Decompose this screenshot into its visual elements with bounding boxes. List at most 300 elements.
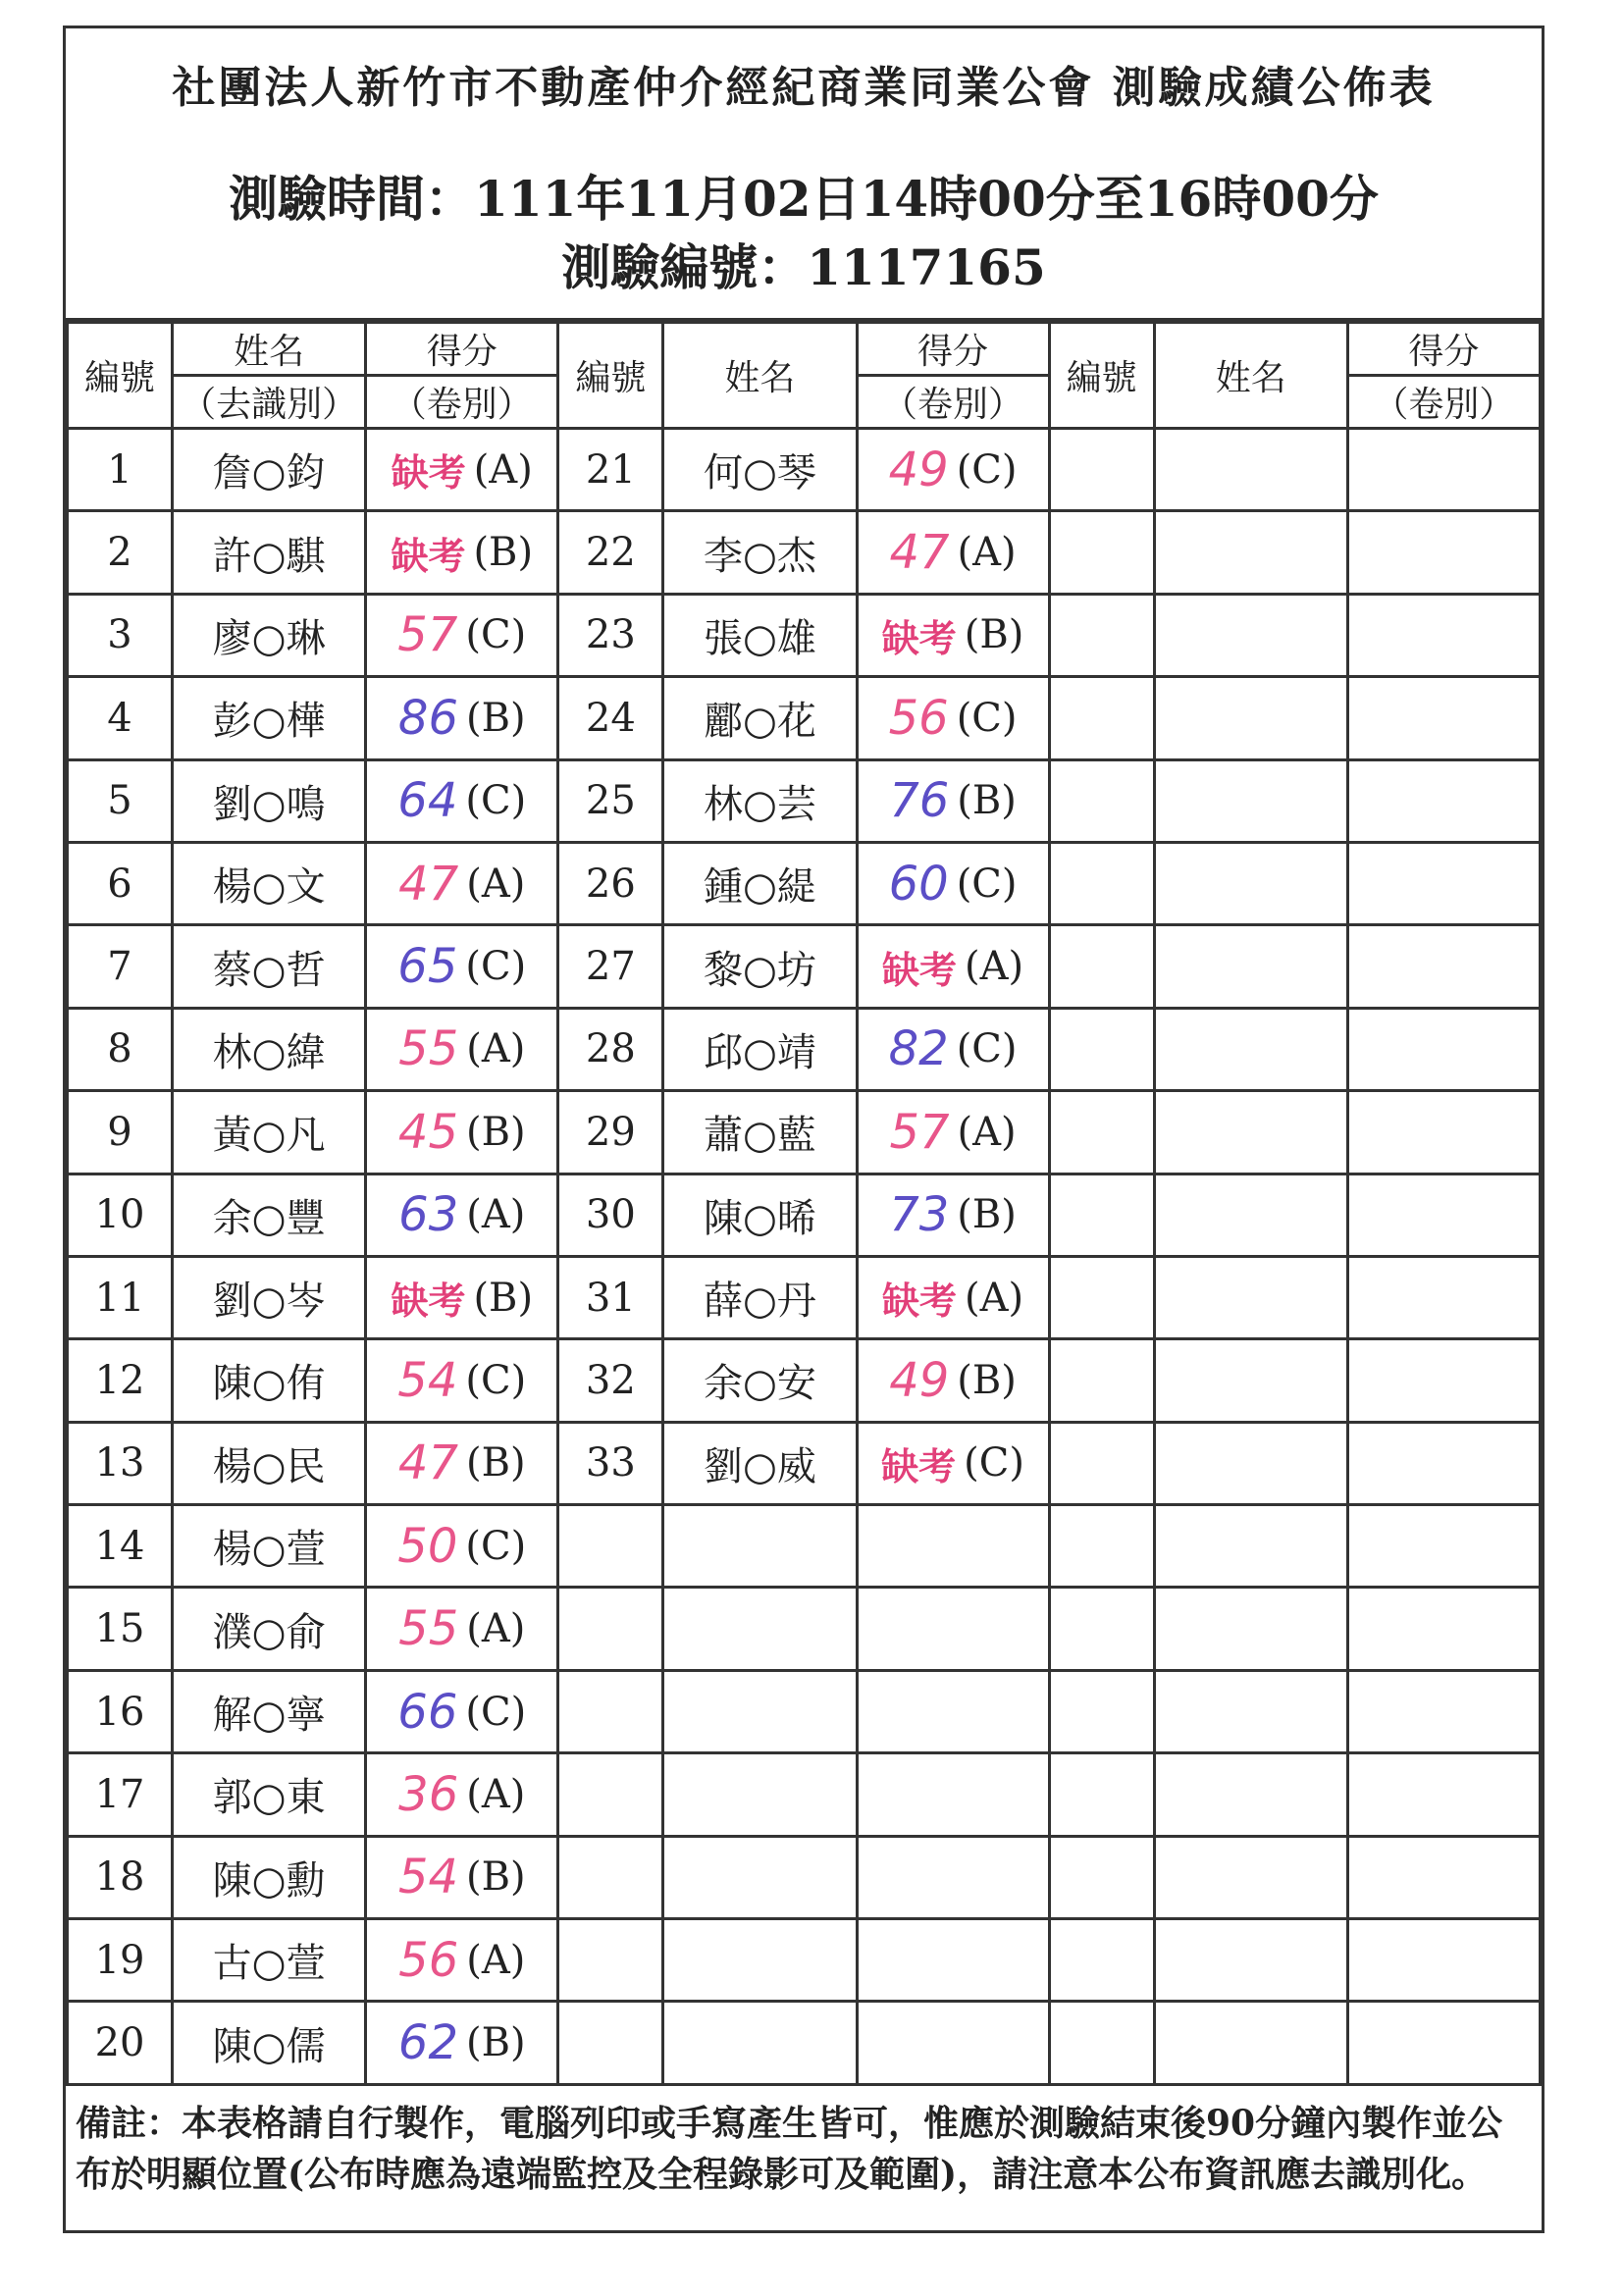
empty-cell xyxy=(1049,1422,1154,1504)
empty-cell xyxy=(1154,1753,1347,1836)
table-row xyxy=(68,1505,1541,1588)
table-row xyxy=(68,925,1541,1008)
score-value: 76 xyxy=(889,773,950,829)
empty-cell xyxy=(1154,677,1347,759)
score-value: 49 xyxy=(888,442,949,497)
col-header-score-sub: （卷別） xyxy=(366,376,558,429)
score-volume: (B) xyxy=(465,1440,526,1487)
score-volume: (A) xyxy=(466,1937,526,1983)
empty-cell xyxy=(1347,1505,1540,1588)
col-header-no: 編號 xyxy=(68,323,173,429)
empty-cell xyxy=(1347,511,1540,594)
score-volume: (B) xyxy=(964,612,1024,658)
empty-cell xyxy=(1347,1256,1540,1338)
empty-cell xyxy=(663,1505,857,1588)
empty-cell xyxy=(1154,842,1347,924)
cell-score xyxy=(366,1753,558,1836)
cell-name: 楊○民 xyxy=(173,1422,366,1504)
cell-score xyxy=(366,1919,558,2002)
cell-name: 何○琴 xyxy=(663,429,857,511)
table-row xyxy=(68,1588,1541,1670)
cell-name: 許○騏 xyxy=(173,511,366,594)
score-wrap xyxy=(859,1436,1048,1490)
cell-score xyxy=(857,677,1049,759)
empty-cell xyxy=(1347,429,1540,511)
empty-cell xyxy=(1347,1091,1540,1174)
score-value: 50 xyxy=(397,1518,458,1574)
score-volume: (B) xyxy=(465,695,526,741)
score-value: 36 xyxy=(398,1766,459,1822)
empty-cell xyxy=(1347,925,1540,1008)
cell-no: 12 xyxy=(68,1339,173,1422)
score-wrap xyxy=(859,857,1048,912)
score-wrap xyxy=(367,773,556,828)
score-wrap xyxy=(367,1105,556,1160)
score-value: 65 xyxy=(397,939,458,995)
empty-cell xyxy=(663,1588,857,1670)
score-value: 缺考 xyxy=(881,1444,957,1488)
empty-cell xyxy=(1347,842,1540,924)
cell-no: 3 xyxy=(68,594,173,676)
cell-name: 鍾○緹 xyxy=(663,842,857,924)
cell-score xyxy=(857,511,1049,594)
cell-score xyxy=(366,2002,558,2084)
score-volume: (B) xyxy=(465,1109,526,1155)
table-row xyxy=(68,1174,1541,1256)
empty-cell xyxy=(558,1670,663,1752)
score-value: 缺考 xyxy=(391,451,466,496)
score-volume: (C) xyxy=(964,1440,1024,1487)
cell-no: 26 xyxy=(558,842,663,924)
score-volume: (A) xyxy=(466,1771,526,1817)
cell-name: 林○芸 xyxy=(663,759,857,842)
score-volume: (A) xyxy=(466,1192,526,1238)
empty-cell xyxy=(663,1753,857,1836)
empty-cell xyxy=(1049,677,1154,759)
cell-score xyxy=(857,429,1049,511)
cell-score xyxy=(857,1091,1049,1174)
table-row xyxy=(68,594,1541,676)
cell-no: 24 xyxy=(558,677,663,759)
cell-score xyxy=(857,1339,1049,1422)
empty-cell xyxy=(1347,759,1540,842)
score-wrap xyxy=(367,1850,556,1905)
cell-score xyxy=(857,1256,1049,1338)
cell-score xyxy=(857,594,1049,676)
cell-name: 蕭○藍 xyxy=(663,1091,857,1174)
cell-name: 陳○勳 xyxy=(173,1836,366,1918)
table-row xyxy=(68,1091,1541,1174)
cell-no: 10 xyxy=(68,1174,173,1256)
empty-cell xyxy=(558,2002,663,2084)
empty-cell xyxy=(1049,594,1154,676)
cell-name: 古○萱 xyxy=(173,1919,366,2002)
col-header-name-sub: （去識別） xyxy=(173,376,366,429)
cell-no: 2 xyxy=(68,511,173,594)
score-volume: (C) xyxy=(956,695,1018,741)
empty-cell xyxy=(1049,1256,1154,1338)
cell-name: 劉○威 xyxy=(663,1422,857,1504)
cell-name: 黃○凡 xyxy=(173,1091,366,1174)
score-sheet xyxy=(63,26,1544,2233)
cell-name: 陳○侑 xyxy=(173,1339,366,1422)
cell-name: 詹○鈞 xyxy=(173,429,366,511)
empty-cell xyxy=(663,1836,857,1918)
empty-cell xyxy=(558,1919,663,2002)
cell-name: 濮○俞 xyxy=(173,1588,366,1670)
cell-name: 陳○晞 xyxy=(663,1174,857,1256)
cell-no: 22 xyxy=(558,511,663,594)
score-wrap xyxy=(859,1271,1048,1325)
cell-name: 薛○丹 xyxy=(663,1256,857,1338)
empty-cell xyxy=(1347,594,1540,676)
score-value: 73 xyxy=(889,1187,950,1243)
empty-cell xyxy=(1347,1422,1540,1504)
score-volume: (C) xyxy=(956,446,1018,493)
cell-no: 28 xyxy=(558,1008,663,1090)
score-value: 缺考 xyxy=(391,534,466,578)
score-value: 57 xyxy=(397,607,458,663)
cell-name: 張○雄 xyxy=(663,594,857,676)
cell-no: 11 xyxy=(68,1256,173,1338)
score-value: 66 xyxy=(397,1684,458,1740)
score-wrap xyxy=(367,607,556,662)
cell-no: 33 xyxy=(558,1422,663,1504)
table-row xyxy=(68,2002,1541,2084)
col-header-score-sub: （卷別） xyxy=(857,376,1049,429)
score-value: 60 xyxy=(888,856,949,912)
cell-score xyxy=(857,759,1049,842)
cell-no: 8 xyxy=(68,1008,173,1090)
col-header-name: 姓名 xyxy=(663,323,857,429)
score-volume: (A) xyxy=(466,861,526,907)
score-wrap xyxy=(367,691,556,746)
empty-cell xyxy=(1154,759,1347,842)
score-value: 缺考 xyxy=(882,1279,958,1324)
score-wrap xyxy=(859,940,1048,994)
score-value: 57 xyxy=(889,1104,950,1160)
cell-no: 17 xyxy=(68,1753,173,1836)
empty-cell xyxy=(1049,842,1154,924)
cell-name: 酈○花 xyxy=(663,677,857,759)
cell-no: 6 xyxy=(68,842,173,924)
empty-cell xyxy=(1049,1753,1154,1836)
col-header-score-sub: （卷別） xyxy=(1347,376,1540,429)
empty-cell xyxy=(857,1670,1049,1752)
score-value: 64 xyxy=(397,773,458,829)
cell-name: 劉○岑 xyxy=(173,1256,366,1338)
score-wrap xyxy=(859,1353,1048,1408)
score-volume: (A) xyxy=(957,530,1017,576)
sheet-title: 社團法人新竹市不動產仲介經紀商業同業公會 測驗成績公佈表 xyxy=(172,63,1436,113)
col-header-no: 編號 xyxy=(558,323,663,429)
cell-name: 廖○琳 xyxy=(173,594,366,676)
score-wrap xyxy=(859,1105,1048,1160)
cell-score xyxy=(366,429,558,511)
score-volume: (C) xyxy=(465,612,527,658)
empty-cell xyxy=(1049,1174,1154,1256)
table-row xyxy=(68,759,1541,842)
score-volume: (C) xyxy=(465,1523,527,1569)
score-wrap xyxy=(859,1187,1048,1242)
empty-cell xyxy=(857,2002,1049,2084)
cell-name: 郭○東 xyxy=(173,1753,366,1836)
score-volume: (A) xyxy=(965,944,1024,990)
cell-name: 楊○文 xyxy=(173,842,366,924)
cell-no: 23 xyxy=(558,594,663,676)
cell-score xyxy=(857,925,1049,1008)
empty-cell xyxy=(1347,1919,1540,2002)
empty-cell xyxy=(663,1670,857,1752)
cell-name: 余○安 xyxy=(663,1339,857,1422)
cell-score xyxy=(366,1505,558,1588)
empty-cell xyxy=(1154,1174,1347,1256)
cell-score xyxy=(366,677,558,759)
score-volume: (C) xyxy=(956,1026,1018,1072)
cell-score xyxy=(366,1339,558,1422)
score-volume: (A) xyxy=(957,1109,1017,1155)
empty-cell xyxy=(1154,429,1347,511)
score-wrap xyxy=(367,1271,556,1325)
empty-cell xyxy=(1347,1670,1540,1752)
score-volume: (B) xyxy=(473,530,534,576)
exam-time: 測驗時間：111年11月02日14時00分至16時00分 xyxy=(229,170,1379,228)
empty-cell xyxy=(1049,511,1154,594)
cell-no: 29 xyxy=(558,1091,663,1174)
score-value: 54 xyxy=(397,1352,458,1408)
empty-cell xyxy=(1154,2002,1347,2084)
cell-score xyxy=(366,1008,558,1090)
table-row xyxy=(68,1339,1541,1422)
empty-cell xyxy=(857,1505,1049,1588)
score-wrap xyxy=(859,525,1048,580)
score-value: 缺考 xyxy=(391,1279,466,1324)
score-wrap xyxy=(859,443,1048,497)
empty-cell xyxy=(1049,1091,1154,1174)
empty-cell xyxy=(1154,1919,1347,2002)
score-wrap xyxy=(367,1767,556,1822)
score-wrap xyxy=(367,1933,556,1988)
score-volume: (C) xyxy=(465,1689,527,1735)
score-volume: (B) xyxy=(957,778,1017,824)
table-row xyxy=(68,1836,1541,1918)
score-volume: (A) xyxy=(473,446,533,493)
cell-no: 9 xyxy=(68,1091,173,1174)
empty-cell xyxy=(558,1836,663,1918)
score-wrap xyxy=(367,1187,556,1242)
empty-cell xyxy=(1049,1505,1154,1588)
cell-no: 14 xyxy=(68,1505,173,1588)
score-wrap xyxy=(859,1021,1048,1076)
score-wrap xyxy=(367,1353,556,1408)
cell-no: 4 xyxy=(68,677,173,759)
table-row xyxy=(68,1422,1541,1504)
table-row xyxy=(68,1919,1541,2002)
empty-cell xyxy=(1347,1339,1540,1422)
empty-cell xyxy=(857,1588,1049,1670)
score-volume: (A) xyxy=(965,1275,1024,1321)
empty-cell xyxy=(1154,1670,1347,1752)
empty-cell xyxy=(1049,1919,1154,2002)
empty-cell xyxy=(1049,1008,1154,1090)
cell-no: 21 xyxy=(558,429,663,511)
empty-cell xyxy=(1154,1339,1347,1422)
header-row-1 xyxy=(68,323,1541,376)
score-volume: (B) xyxy=(957,1192,1017,1238)
cell-score xyxy=(366,1588,558,1670)
cell-no: 19 xyxy=(68,1919,173,2002)
empty-cell xyxy=(1347,1174,1540,1256)
table-row xyxy=(68,1008,1541,1090)
empty-cell xyxy=(857,1836,1049,1918)
score-wrap xyxy=(859,691,1048,746)
cell-name: 林○緯 xyxy=(173,1008,366,1090)
col-header-score: 得分 xyxy=(366,323,558,376)
empty-cell xyxy=(857,1919,1049,2002)
score-value: 82 xyxy=(888,1021,949,1077)
empty-cell xyxy=(1347,1836,1540,1918)
cell-no: 1 xyxy=(68,429,173,511)
score-wrap xyxy=(859,773,1048,828)
table-row xyxy=(68,677,1541,759)
score-wrap xyxy=(367,1021,556,1076)
cell-no: 27 xyxy=(558,925,663,1008)
cell-score xyxy=(366,1670,558,1752)
col-header-name: 姓名 xyxy=(1154,323,1347,429)
empty-cell xyxy=(1049,1670,1154,1752)
empty-cell xyxy=(558,1753,663,1836)
empty-cell xyxy=(1154,511,1347,594)
empty-cell xyxy=(1154,1588,1347,1670)
sheet-header xyxy=(66,28,1542,321)
empty-cell xyxy=(1347,1588,1540,1670)
footnote: 備註：本表格請自行製作，電腦列印或手寫產生皆可，惟應於測驗結束後90分鐘內製作並公布於明顯位置(公布時應為遠端監控及全程錄影可及範圍)，請注意本公布資訊應去識別化。 xyxy=(66,2083,1542,2230)
score-value: 缺考 xyxy=(881,616,957,660)
cell-score xyxy=(366,1422,558,1504)
cell-no: 18 xyxy=(68,1836,173,1918)
table-row xyxy=(68,429,1541,511)
table-row xyxy=(68,1670,1541,1752)
empty-cell xyxy=(663,1919,857,2002)
score-volume: (B) xyxy=(465,2020,526,2066)
score-volume: (B) xyxy=(473,1275,534,1321)
empty-cell xyxy=(1154,925,1347,1008)
score-value: 47 xyxy=(398,856,459,912)
score-value: 缺考 xyxy=(882,948,958,992)
cell-no: 20 xyxy=(68,2002,173,2084)
empty-cell xyxy=(1154,1008,1347,1090)
cell-name: 解○寧 xyxy=(173,1670,366,1752)
score-volume: (C) xyxy=(956,861,1018,907)
score-value: 55 xyxy=(398,1021,459,1077)
cell-no: 30 xyxy=(558,1174,663,1256)
score-volume: (C) xyxy=(465,778,527,824)
score-value: 56 xyxy=(398,1932,459,1988)
empty-cell xyxy=(1347,1008,1540,1090)
cell-name: 黎○坊 xyxy=(663,925,857,1008)
score-value: 45 xyxy=(397,1104,458,1160)
empty-cell xyxy=(1347,2002,1540,2084)
score-value: 56 xyxy=(888,690,949,746)
col-header-score: 得分 xyxy=(857,323,1049,376)
cell-score xyxy=(366,1174,558,1256)
cell-score xyxy=(857,1422,1049,1504)
score-wrap xyxy=(367,526,556,580)
exam-code: 測驗編號：1117165 xyxy=(561,238,1046,296)
empty-cell xyxy=(1347,1753,1540,1836)
cell-name: 李○杰 xyxy=(663,511,857,594)
cell-score xyxy=(366,1256,558,1338)
cell-score xyxy=(857,842,1049,924)
score-wrap xyxy=(367,857,556,912)
score-value: 49 xyxy=(889,1352,950,1408)
col-header-name: 姓名 xyxy=(173,323,366,376)
score-value: 47 xyxy=(889,525,950,581)
empty-cell xyxy=(1154,1422,1347,1504)
empty-cell xyxy=(1049,759,1154,842)
cell-name: 蔡○哲 xyxy=(173,925,366,1008)
empty-cell xyxy=(663,2002,857,2084)
cell-score xyxy=(366,511,558,594)
cell-name: 余○豐 xyxy=(173,1174,366,1256)
score-volume: (C) xyxy=(465,944,527,990)
empty-cell xyxy=(1154,594,1347,676)
cell-name: 劉○鳴 xyxy=(173,759,366,842)
cell-no: 7 xyxy=(68,925,173,1008)
empty-cell xyxy=(1347,677,1540,759)
score-value: 63 xyxy=(398,1187,459,1243)
empty-cell xyxy=(558,1505,663,1588)
score-wrap xyxy=(367,1435,556,1490)
score-wrap xyxy=(367,939,556,994)
empty-cell xyxy=(1049,1339,1154,1422)
cell-no: 15 xyxy=(68,1588,173,1670)
cell-no: 16 xyxy=(68,1670,173,1752)
score-table xyxy=(66,321,1542,2086)
score-volume: (C) xyxy=(465,1357,527,1403)
col-header-score: 得分 xyxy=(1347,323,1540,376)
score-wrap xyxy=(367,443,556,496)
cell-no: 31 xyxy=(558,1256,663,1338)
cell-score xyxy=(857,1174,1049,1256)
empty-cell xyxy=(857,1753,1049,1836)
table-row xyxy=(68,842,1541,924)
cell-name: 楊○萱 xyxy=(173,1505,366,1588)
table-row xyxy=(68,1256,1541,1338)
cell-score xyxy=(366,594,558,676)
empty-cell xyxy=(1154,1256,1347,1338)
score-wrap xyxy=(367,1519,556,1574)
cell-score xyxy=(366,1091,558,1174)
empty-cell xyxy=(1049,925,1154,1008)
empty-cell xyxy=(558,1588,663,1670)
cell-no: 25 xyxy=(558,759,663,842)
empty-cell xyxy=(1049,429,1154,511)
cell-name: 陳○儒 xyxy=(173,2002,366,2084)
cell-name: 邱○靖 xyxy=(663,1008,857,1090)
score-value: 55 xyxy=(398,1601,459,1657)
score-wrap xyxy=(367,1601,556,1656)
score-wrap xyxy=(859,608,1048,662)
empty-cell xyxy=(1049,1836,1154,1918)
cell-name: 彭○樺 xyxy=(173,677,366,759)
empty-cell xyxy=(1154,1505,1347,1588)
empty-cell xyxy=(1154,1091,1347,1174)
table-row xyxy=(68,511,1541,594)
table-row xyxy=(68,1753,1541,1836)
cell-no: 5 xyxy=(68,759,173,842)
score-value: 86 xyxy=(397,690,458,746)
